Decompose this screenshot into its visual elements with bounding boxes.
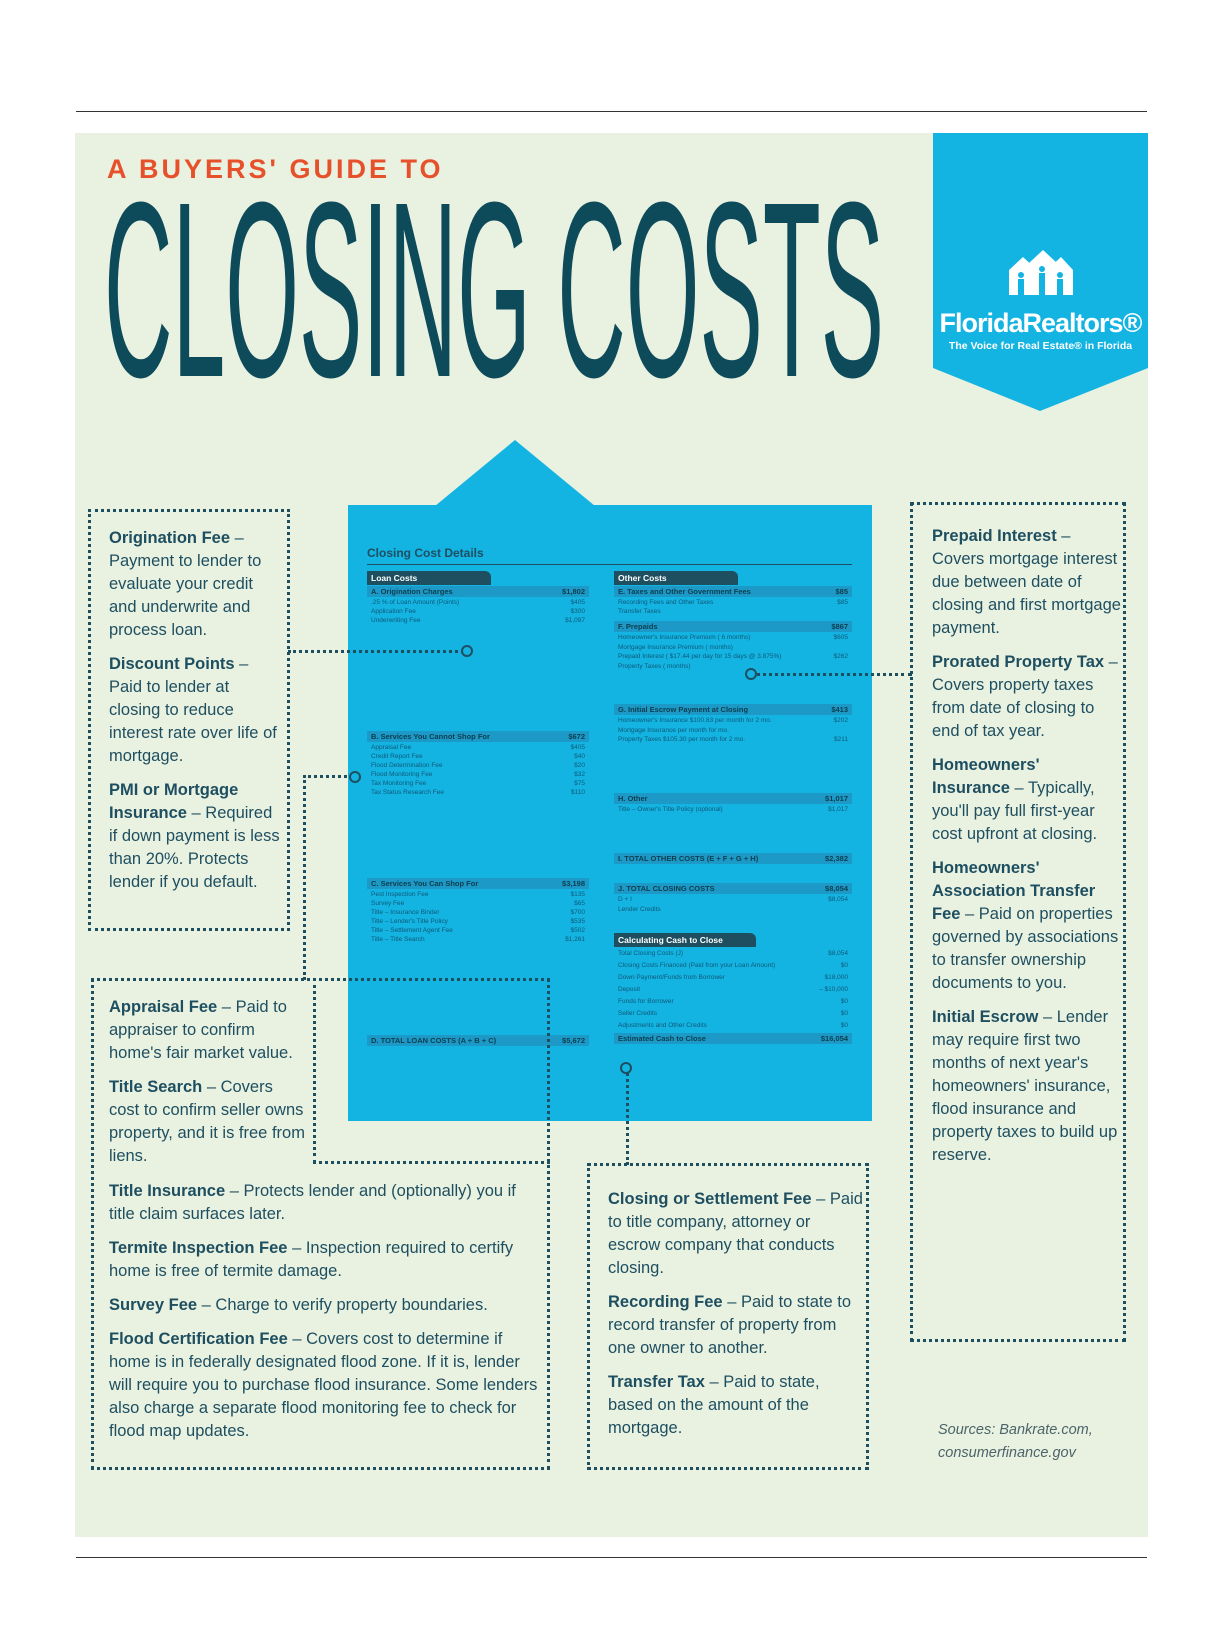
document-row: Flood Determination Fee $20 bbox=[371, 762, 585, 769]
term-definition bbox=[109, 527, 281, 642]
document-peak bbox=[435, 440, 595, 506]
document-row: Title – Owner's Title Policy (optional) $1,017 bbox=[618, 806, 848, 813]
document-row: Funds for Borrower $0 bbox=[618, 998, 848, 1005]
document-section-header: G. Initial Escrow Payment at Closing $413 bbox=[614, 704, 852, 715]
term-description: – Inspection required to certify home is free of termite damage. bbox=[109, 1239, 514, 1280]
connector-pmi bbox=[303, 775, 353, 778]
term-name: Title Search bbox=[109, 1078, 203, 1096]
term-name: Survey Fee bbox=[109, 1296, 198, 1314]
term-name: Closing or Settlement Fee bbox=[608, 1190, 812, 1208]
term-description: – Charge to verify property boundaries. bbox=[197, 1296, 488, 1314]
term-description: – Typically, you'll pay full first-year cost upfront at closing. bbox=[932, 779, 1098, 843]
document-section-header: C. Services You Can Shop For $3,198 bbox=[367, 878, 589, 889]
connector-dot bbox=[461, 645, 473, 657]
document-row: Transfer Taxes bbox=[618, 608, 661, 615]
document-row: Application Fee $300 bbox=[371, 608, 585, 615]
other-costs-tab: Other Costs bbox=[614, 571, 738, 585]
bottom-rule bbox=[76, 1557, 1147, 1558]
document-section-header: F. Prepaids $867 bbox=[614, 621, 852, 632]
connector-origination bbox=[288, 650, 464, 653]
document-section-header: E. Taxes and Other Government Fees $85 bbox=[614, 586, 852, 597]
document-section-header: B. Services You Cannot Shop For $672 bbox=[367, 731, 589, 742]
loan-costs-tab: Loan Costs bbox=[367, 571, 491, 585]
brand-name: FloridaRealtors® bbox=[939, 308, 1142, 338]
connector-pmi-vertical bbox=[303, 775, 306, 980]
prepaid-terms bbox=[932, 525, 1122, 1178]
term-description: – Paid to title company, attorney or escrow company that conducts closing. bbox=[608, 1190, 863, 1277]
term-description: – Paid to lender at closing to reduce interest rate over life of mortgage. bbox=[109, 655, 277, 765]
term-name: Origination Fee bbox=[109, 529, 231, 547]
term-definition bbox=[932, 525, 1122, 640]
document-row: Homeowner's Insurance $100.83 per month for 2 mo. $202 bbox=[618, 717, 848, 724]
term-description: – Paid to state, based on the amount of the mortgage. bbox=[608, 1373, 820, 1437]
document-row: Underwriting Fee $1,097 bbox=[371, 617, 585, 624]
term-description: – Covers cost to confirm seller owns property, and it is free from liens. bbox=[109, 1078, 305, 1165]
term-name: PMI or Mortgage Insurance bbox=[109, 781, 239, 822]
term-description: – Protects lender and (optionally) you if title claim surfaces later. bbox=[109, 1182, 516, 1223]
term-description: – Covers property taxes from date of closing to end of tax year. bbox=[932, 653, 1118, 740]
document-row: Pest Inspection Fee $135 bbox=[371, 891, 585, 898]
term-name: Prepaid Interest bbox=[932, 527, 1057, 545]
term-definition bbox=[109, 1328, 539, 1443]
document-row: Mortgage Insurance per month for mo. bbox=[618, 726, 729, 734]
appraisal-terms bbox=[109, 996, 305, 1179]
term-name: Prorated Property Tax bbox=[932, 653, 1105, 671]
connector-closing bbox=[626, 1068, 629, 1165]
document-row: Seller Credits $0 bbox=[618, 1010, 848, 1017]
term-description: – Paid on properties governed by associations to transfer ownership documents to you. bbox=[932, 905, 1119, 992]
cash-to-close-tab: Calculating Cash to Close bbox=[614, 933, 756, 947]
svg-text:CLOSING COSTS: CLOSING COSTS bbox=[104, 188, 884, 388]
term-definition bbox=[109, 1076, 305, 1168]
document-row: Flood Monitoring Fee $32 bbox=[371, 771, 585, 778]
document-row: .25 % of Loan Amount (Points) $405 bbox=[371, 599, 585, 606]
connector-dot bbox=[745, 668, 757, 680]
document-row: Total Closing Costs (J) $8,054 bbox=[618, 950, 848, 957]
document-row: Recording Fees and Other Taxes $85 bbox=[618, 599, 848, 606]
box-step-vertical bbox=[313, 978, 316, 1163]
term-name: Homeowners' Association Transfer Fee bbox=[932, 859, 1096, 923]
connector-dot bbox=[349, 771, 361, 783]
document-row: Title – Insurance Binder $700 bbox=[371, 909, 585, 916]
term-definition bbox=[608, 1291, 863, 1360]
term-definition bbox=[109, 996, 305, 1065]
connector-dot bbox=[620, 1062, 632, 1074]
sources-note bbox=[938, 1419, 1093, 1465]
kicker-heading: A BUYERS' GUIDE TO bbox=[107, 154, 444, 184]
florida-realtors-badge bbox=[933, 133, 1148, 411]
title-insurance-terms bbox=[109, 1180, 539, 1454]
closing-fee-terms bbox=[608, 1188, 863, 1451]
term-description: – Covers cost to determine if home is in federally designated flood zone. If it is, lender will require you to purchase flood insurance. Some lenders also charge a separate flood monitoring fee to check for flood map updates. bbox=[109, 1330, 538, 1440]
page-title bbox=[104, 188, 884, 388]
document-row: Appraisal Fee $405 bbox=[371, 744, 585, 751]
term-definition bbox=[109, 1180, 539, 1226]
term-definition bbox=[109, 779, 281, 894]
term-name: Discount Points bbox=[109, 655, 235, 673]
document-row: Title – Title Search $1,261 bbox=[371, 936, 585, 943]
document-title-rule bbox=[367, 564, 852, 565]
document-row: Down Payment/Funds from Borrower $18,000 bbox=[618, 974, 848, 981]
term-name: Transfer Tax bbox=[608, 1373, 705, 1391]
document-section-header: D. TOTAL LOAN COSTS (A + B + C) $5,672 bbox=[367, 1035, 589, 1046]
document-row: Deposit – $10,000 bbox=[618, 986, 848, 993]
term-name: Flood Certification Fee bbox=[109, 1330, 288, 1348]
term-name: Initial Escrow bbox=[932, 1008, 1039, 1026]
document-row: D + I $8,054 bbox=[618, 896, 848, 903]
document-section-header: Estimated Cash to Close $16,054 bbox=[614, 1033, 852, 1044]
term-name: Title Insurance bbox=[109, 1182, 226, 1200]
term-description: – Required if down payment is less than 20%. Protects lender if you default. bbox=[109, 804, 280, 891]
term-name: Termite Inspection Fee bbox=[109, 1239, 288, 1257]
document-row: Prepaid Interest ( $17.44 per day for 15 days @ 3.875%) $262 bbox=[618, 653, 848, 660]
document-section-header: A. Origination Charges $1,802 bbox=[367, 586, 589, 597]
houses-people-icon bbox=[1005, 245, 1075, 300]
document-title: Closing Cost Details bbox=[367, 546, 484, 560]
term-name: Homeowners' Insurance bbox=[932, 756, 1040, 797]
term-definition bbox=[109, 1237, 539, 1283]
term-definition bbox=[109, 653, 281, 768]
document-row: Property Taxes $105.30 per month for 2 mo. $211 bbox=[618, 736, 848, 743]
document-section-header: H. Other $1,017 bbox=[614, 793, 852, 804]
connector-prepaid bbox=[750, 673, 912, 676]
term-name: Appraisal Fee bbox=[109, 998, 218, 1016]
document-row: Title – Settlement Agent Fee $502 bbox=[371, 927, 585, 934]
document-row: Tax Monitoring Fee $75 bbox=[371, 780, 585, 787]
document-row: Homeowner's Insurance Premium ( 6 months) $605 bbox=[618, 634, 848, 641]
top-rule bbox=[76, 111, 1147, 112]
sources-line-1: Sources: Bankrate.com, bbox=[938, 1422, 1093, 1438]
term-description: – Lender may require first two months of next year's homeowners' insurance, flood insurance and property taxes to build up reserve. bbox=[932, 1008, 1118, 1164]
document-row: Survey Fee $65 bbox=[371, 900, 585, 907]
brand-tagline: The Voice for Real Estate® in Florida bbox=[948, 340, 1133, 352]
box-step-horizontal bbox=[313, 1161, 550, 1164]
document-row: Lender Credits bbox=[618, 906, 661, 913]
document-row: Closing Costs Financed (Paid from your Loan Amount) $0 bbox=[618, 962, 848, 969]
document-row: Adjustments and Other Credits $0 bbox=[618, 1022, 848, 1029]
term-definition bbox=[932, 857, 1122, 995]
term-definition bbox=[932, 1006, 1122, 1167]
term-name: Recording Fee bbox=[608, 1293, 723, 1311]
document-row: Mortgage Insurance Premium ( months) bbox=[618, 643, 733, 651]
origination-terms bbox=[109, 527, 281, 905]
document-row: Property Taxes ( months) bbox=[618, 662, 691, 670]
term-definition bbox=[608, 1188, 863, 1280]
document-section-header: J. TOTAL CLOSING COSTS $8,054 bbox=[614, 883, 852, 894]
term-definition bbox=[608, 1371, 863, 1440]
document-row: Tax Status Research Fee $110 bbox=[371, 789, 585, 796]
term-definition bbox=[109, 1294, 539, 1317]
document-row: Credit Report Fee $40 bbox=[371, 753, 585, 760]
term-description: – Paid to state to record transfer of property from one owner to another. bbox=[608, 1293, 852, 1357]
term-description: – Payment to lender to evaluate your credit and underwrite and process loan. bbox=[109, 529, 262, 639]
term-definition bbox=[932, 754, 1122, 846]
sources-line-2: consumerfinance.gov bbox=[938, 1445, 1076, 1461]
term-description: – Covers mortgage interest due between date of closing and first mortgage payment. bbox=[932, 527, 1121, 637]
document-row: Title – Lender's Title Policy $535 bbox=[371, 918, 585, 925]
document-section-header: I. TOTAL OTHER COSTS (E + F + G + H) $2,382 bbox=[614, 853, 852, 864]
term-description: – Paid to appraiser to confirm home's fair market value. bbox=[109, 998, 293, 1062]
term-definition bbox=[932, 651, 1122, 743]
